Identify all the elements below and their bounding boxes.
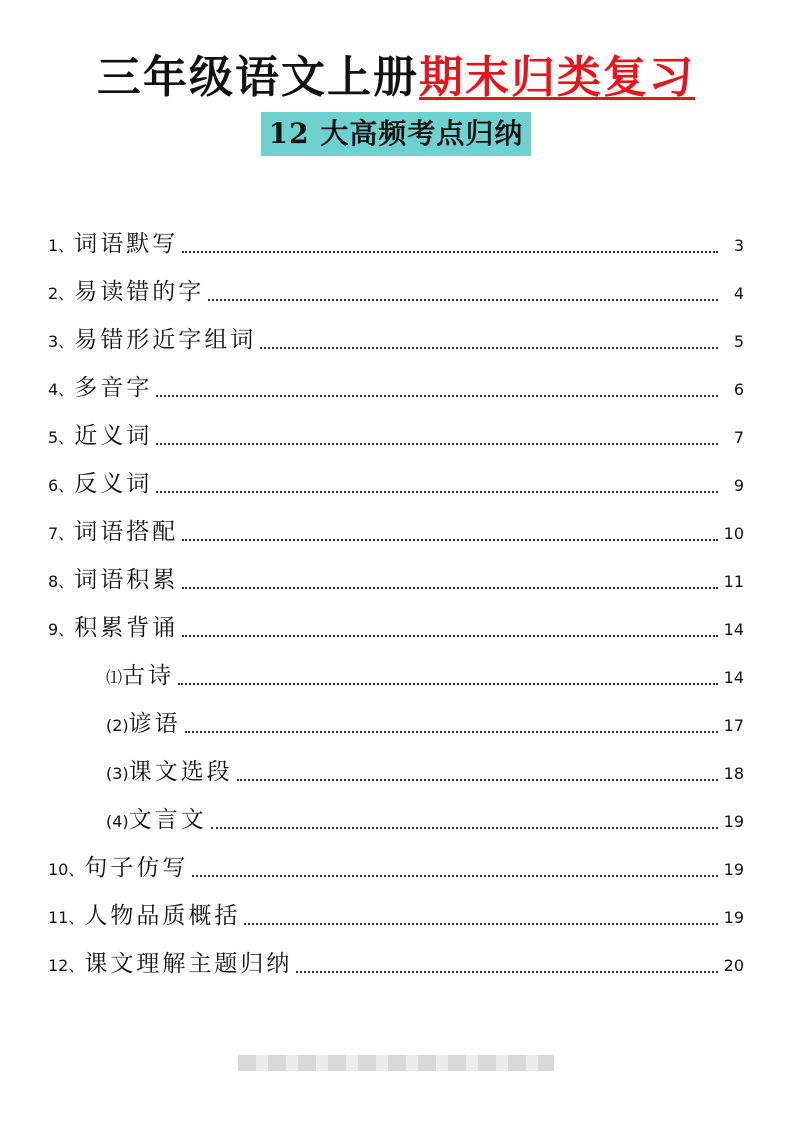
toc-item-1[interactable] xyxy=(48,210,744,258)
dot-leader xyxy=(260,347,718,349)
toc-number: 10、 xyxy=(48,860,85,879)
toc-page-number: 20 xyxy=(723,956,744,975)
toc-item-5[interactable] xyxy=(48,402,744,450)
toc-item-10[interactable] xyxy=(48,834,744,882)
toc-number: 7、 xyxy=(48,524,75,543)
toc-item-11[interactable] xyxy=(48,882,744,930)
table-of-contents xyxy=(48,210,744,978)
toc-number: 6、 xyxy=(48,476,75,495)
dot-leader xyxy=(182,251,718,253)
toc-page-number: 19 xyxy=(723,908,744,927)
toc-item-4[interactable] xyxy=(48,354,744,402)
toc-label: 古诗 xyxy=(122,663,175,689)
toc-item-3[interactable] xyxy=(48,306,744,354)
toc-page-number: 14 xyxy=(723,668,744,687)
toc-page-number: 4 xyxy=(733,284,744,303)
toc-page-number: 3 xyxy=(733,236,744,255)
toc-label: 词语积累 xyxy=(74,567,179,593)
dot-leader xyxy=(182,539,717,541)
toc-label: 课文理解主题归纳 xyxy=(84,951,293,977)
toc-page-number: 14 xyxy=(723,620,744,639)
page-title xyxy=(0,52,792,104)
toc-page-number: 7 xyxy=(733,428,744,447)
title-black-part: 三年级语文上册 xyxy=(97,52,419,103)
toc-item-8[interactable] xyxy=(48,546,744,594)
toc-number: 1、 xyxy=(48,236,75,255)
toc-subitem-3[interactable] xyxy=(48,738,744,786)
toc-label: 易读错的字 xyxy=(74,279,205,305)
toc-number: 11、 xyxy=(48,908,85,927)
toc-page-number: 9 xyxy=(733,476,744,495)
dot-leader xyxy=(208,299,718,301)
toc-label: 人物品质概括 xyxy=(84,903,241,929)
toc-number: 12、 xyxy=(48,956,85,975)
toc-label: 积累背诵 xyxy=(74,615,179,641)
toc-item-9[interactable] xyxy=(48,594,744,642)
dot-leader xyxy=(237,779,718,781)
toc-label: 词语搭配 xyxy=(74,519,179,545)
toc-page-number: 6 xyxy=(733,380,744,399)
subtitle-container xyxy=(0,112,792,156)
toc-item-12[interactable] xyxy=(48,930,744,978)
dot-leader xyxy=(296,971,717,973)
subtitle-badge: 12 大高频考点归纳 xyxy=(261,112,532,156)
toc-page-number: 18 xyxy=(723,764,744,783)
toc-page-number: 19 xyxy=(723,860,744,879)
toc-item-2[interactable] xyxy=(48,258,744,306)
dot-leader xyxy=(185,731,718,733)
dot-leader xyxy=(192,875,717,877)
toc-label: 课文选段 xyxy=(128,759,233,785)
dot-leader xyxy=(156,443,718,445)
toc-subitem-1[interactable] xyxy=(48,642,744,690)
toc-label: 近义词 xyxy=(74,423,153,449)
dot-leader xyxy=(156,491,718,493)
toc-label: 多音字 xyxy=(74,375,153,401)
dot-leader xyxy=(211,827,718,829)
toc-page-number: 19 xyxy=(723,812,744,831)
toc-item-6[interactable] xyxy=(48,450,744,498)
toc-page-number: 11 xyxy=(723,572,744,591)
toc-number: ⑴ xyxy=(106,668,123,687)
toc-subitem-2[interactable] xyxy=(48,690,744,738)
dot-leader xyxy=(178,683,718,685)
dot-leader xyxy=(244,923,717,925)
toc-label: 文言文 xyxy=(128,807,207,833)
toc-page-number: 17 xyxy=(723,716,744,735)
toc-number: (3) xyxy=(106,764,129,783)
title-red-part: 期末归类复习 xyxy=(419,52,695,103)
toc-number: 2、 xyxy=(48,284,75,303)
toc-number: 9、 xyxy=(48,620,75,639)
toc-label: 句子仿写 xyxy=(84,855,189,881)
toc-number: (4) xyxy=(106,812,129,831)
toc-label: 易错形近字组词 xyxy=(74,327,257,353)
toc-label: 谚语 xyxy=(128,711,181,737)
toc-number: 4、 xyxy=(48,380,75,399)
blurred-watermark xyxy=(238,1055,554,1071)
toc-label: 反义词 xyxy=(74,471,153,497)
toc-item-7[interactable] xyxy=(48,498,744,546)
toc-number: 5、 xyxy=(48,428,75,447)
toc-number: 3、 xyxy=(48,332,75,351)
toc-number: (2) xyxy=(106,716,129,735)
dot-leader xyxy=(182,635,717,637)
toc-label: 词语默写 xyxy=(74,231,179,257)
dot-leader xyxy=(156,395,718,397)
toc-subitem-4[interactable] xyxy=(48,786,744,834)
dot-leader xyxy=(182,587,717,589)
toc-page-number: 10 xyxy=(723,524,744,543)
toc-number: 8、 xyxy=(48,572,75,591)
toc-page-number: 5 xyxy=(733,332,744,351)
